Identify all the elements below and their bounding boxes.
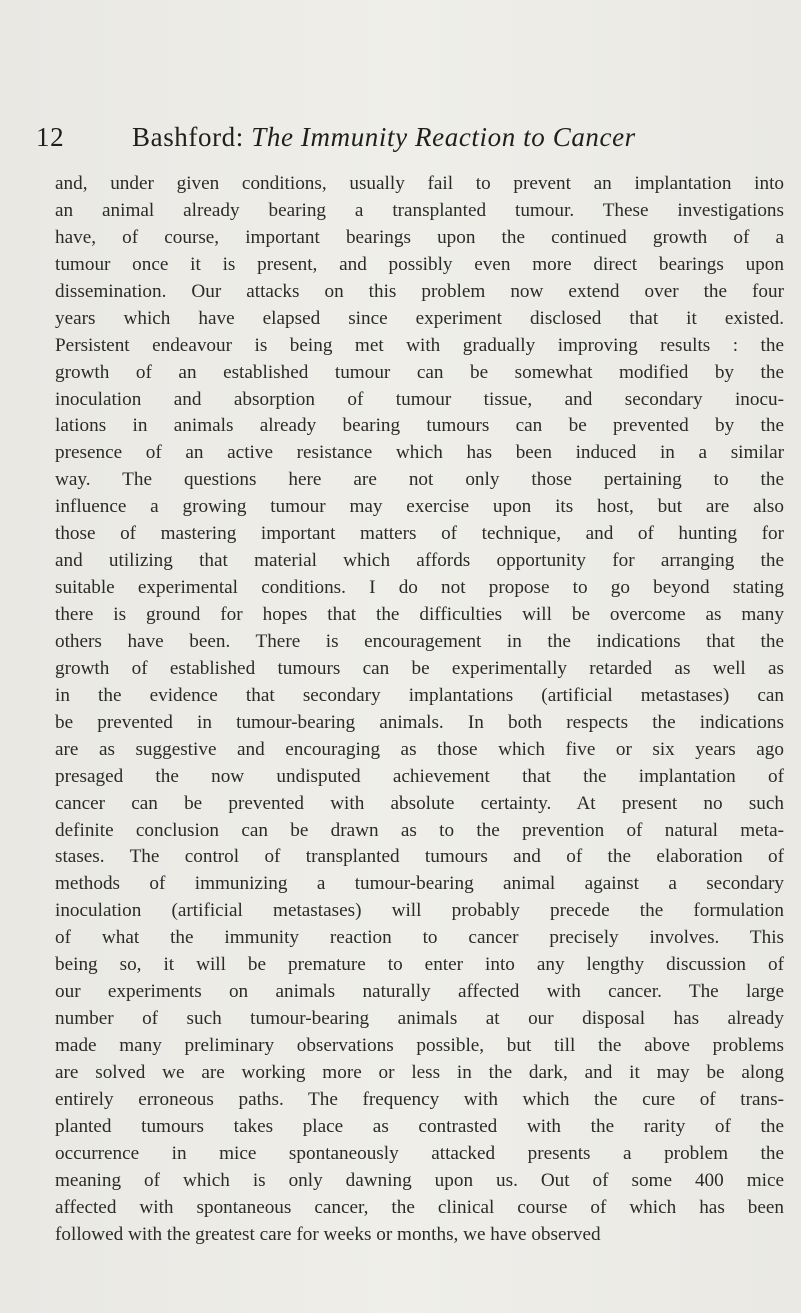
text-line: affected with spontaneous cancer, the clinical course of which has been [55, 1196, 784, 1218]
text-line: in the evidence that secondary implantations (artificial metastases) can [55, 684, 784, 706]
text-line: and, under given conditions, usually fail to prevent an implantation into [55, 173, 784, 194]
text-line: Persistent endeavour is being met with gradually improving results : the [55, 334, 784, 356]
text-line: are solved we are working more or less in the dark, and it may be along [55, 1061, 784, 1083]
text-line: be prevented in tumour-bearing animals. In both respects the indications [55, 711, 784, 733]
text-line: number of such tumour-bearing animals at our disposal has already [55, 1008, 784, 1030]
text-line: our experiments on animals naturally affected with cancer. The large [55, 981, 784, 1003]
text-line: influence a growing tumour may exercise upon its host, but are also [55, 496, 784, 518]
text-line: way. The questions here are not only those pertaining to the [55, 469, 784, 491]
text-line: definite conclusion can be drawn as to the prevention of natural meta- [55, 819, 784, 841]
text-line: those of mastering important matters of technique, and of hunting for [55, 523, 784, 545]
header-author: Bashford [132, 122, 236, 152]
text-line: are as suggestive and encouraging as those which five or six years ago [55, 738, 784, 760]
body-text [55, 171, 784, 1249]
text-line: cancer can be prevented with absolute certainty. At present no such [55, 792, 784, 814]
text-line: lations in animals already bearing tumours can be prevented by the [55, 415, 784, 437]
text-line: stases. The control of transplanted tumours and of the elaboration of [55, 846, 784, 868]
text-line: an animal already bearing a transplanted tumour. These investigations [55, 199, 784, 221]
text-line: there is ground for hopes that the difficulties will be overcome as many [55, 604, 784, 625]
text-line: have, of course, important bearings upon the continued growth of a [55, 226, 784, 248]
text-line: presence of an active resistance which has been induced in a similar [55, 442, 784, 464]
text-line: and utilizing that material which affords opportunity for arranging the [55, 550, 784, 572]
text-line: growth of established tumours can be experimentally retarded as well as [55, 657, 784, 679]
running-header [36, 122, 776, 162]
text-line: made many preliminary observations possible, but till the above problems [55, 1035, 784, 1056]
text-line: suitable experimental conditions. I do not propose to go beyond stating [55, 577, 784, 599]
page-number: 12 [36, 122, 65, 152]
text-line: methods of immunizing a tumour-bearing animal against a secondary [55, 873, 784, 895]
text-line: planted tumours takes place as contrasted with the rarity of the [55, 1115, 784, 1137]
text-line: inoculation (artificial metastases) will probably precede the formulation [55, 900, 784, 922]
text-line: tumour once it is present, and possibly even more direct bearings upon [55, 253, 784, 275]
header-separator: : [235, 122, 244, 152]
text-line: others have been. There is encouragement in the indications that the [55, 630, 784, 652]
text-line: growth of an established tumour can be somewhat modified by the [55, 361, 784, 383]
text-line: of what the immunity reaction to cancer precisely involves. This [55, 927, 784, 949]
header-title: The Immunity Reaction to Cancer [251, 122, 636, 152]
text-line: dissemination. Our attacks on this problem now extend over the four [55, 280, 784, 302]
text-line: followed with the greatest care for weeks or months, we have observed [55, 1223, 601, 1245]
text-line: being so, it will be premature to enter into any lengthy discussion of [55, 954, 784, 976]
text-line: years which have elapsed since experiment disclosed that it existed. [55, 307, 784, 329]
text-line: meaning of which is only dawning upon us. Out of some 400 mice [55, 1169, 784, 1191]
text-line: presaged the now undisputed achievement that the implantation of [55, 765, 784, 787]
text-line: occurrence in mice spontaneously attacked presents a problem the [55, 1142, 784, 1164]
text-line: inoculation and absorption of tumour tissue, and secondary inocu- [55, 388, 784, 410]
text-line: entirely erroneous paths. The frequency with which the cure of trans- [55, 1088, 784, 1110]
